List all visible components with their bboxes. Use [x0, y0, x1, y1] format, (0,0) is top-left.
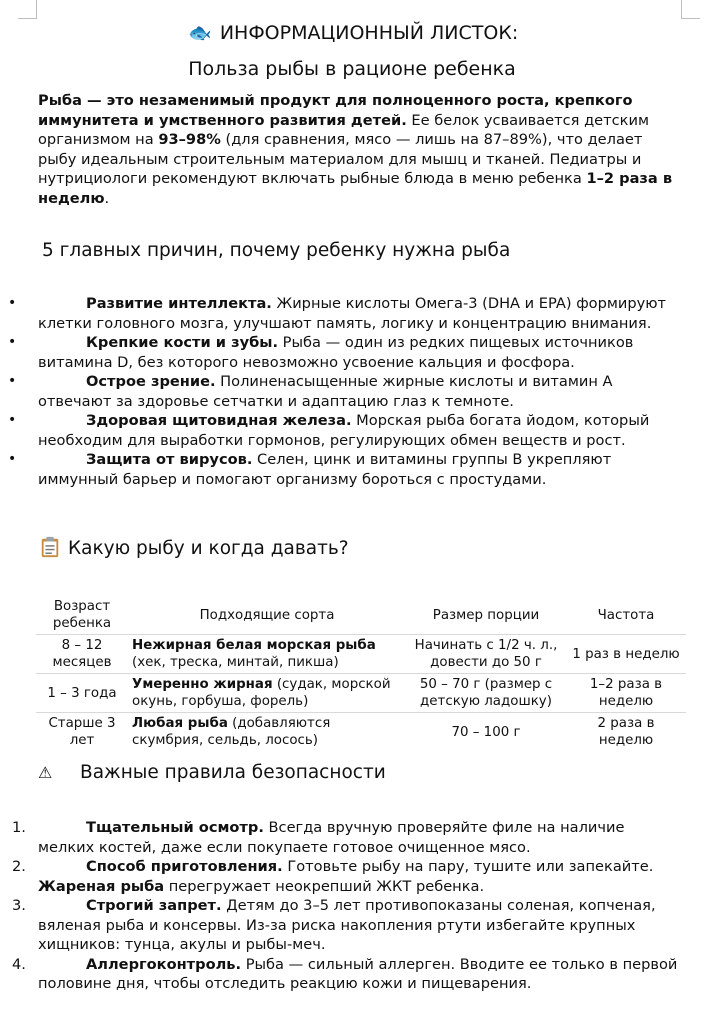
frequency-cell: 1 раз в неделю — [566, 635, 686, 674]
rule-text-extra: перегружает неокрепший ЖКТ ребенка. — [164, 877, 485, 895]
reason-text: Жирные кислоты Омега-3 (DHA и EPA) формируют клетки головного мозга, улучшают память, логику и концентрацию внимания. — [38, 295, 667, 332]
table-row — [36, 635, 686, 674]
rule-text: Всегда вручную проверяйте филе на наличие мелких костей, даже если покупаете готовое очищенное мясо. — [38, 819, 625, 856]
table-row — [36, 713, 686, 752]
bullet-icon: • — [8, 295, 17, 311]
rule-title: Способ приготовления. — [86, 858, 283, 875]
reason-text: Рыба — один из редких пищевых источников витамина D, без которого невозможно усвоение кальция и фосфора. — [38, 334, 634, 371]
rule-number: 1. — [12, 819, 26, 836]
frequency-cell: 2 раза в неделю — [566, 713, 686, 752]
list-item — [0, 294, 700, 333]
type-text: (судак, морской окунь, горбуша, форель) — [132, 677, 391, 709]
list-item — [0, 333, 700, 372]
reason-title: Защита от вирусов. — [86, 451, 253, 468]
page-title-text: ИНФОРМАЦИОННЫЙ ЛИСТОК: — [219, 22, 519, 44]
age-cell: 1 – 3 года — [36, 674, 128, 713]
intro-bold-3: 1–2 раза в неделю — [38, 170, 673, 207]
rule-number: 2. — [12, 858, 26, 875]
type-bold: Умеренно жирная — [132, 677, 273, 692]
col-frequency-header: Частота — [597, 607, 655, 623]
fish-icon: 🐟 — [187, 22, 212, 44]
feeding-heading — [38, 536, 349, 562]
feeding-table — [36, 596, 686, 751]
rule-title: Строгий запрет. — [86, 897, 222, 914]
col-type-header: Подходящие сорта — [199, 607, 335, 623]
bullet-icon: • — [8, 373, 17, 389]
portion-cell: 70 – 100 г — [406, 713, 566, 752]
reasons-heading: 5 главных причин, почему ребенку нужна рыба — [42, 240, 511, 261]
intro-paragraph — [38, 91, 678, 208]
safety-rules-list — [0, 818, 700, 994]
warning-icon: ⚠ — [38, 763, 53, 782]
type-bold: Нежирная белая морская рыба — [132, 638, 376, 653]
type-cell — [128, 713, 406, 752]
bullet-icon: • — [8, 451, 17, 467]
list-item — [0, 818, 700, 857]
portion-cell: 50 – 70 г (размер с детскую ладошку) — [406, 674, 566, 713]
feeding-heading-text: Какую рыбу и когда давать? — [68, 538, 349, 559]
list-item — [0, 857, 700, 896]
rule-bold-extra: Жареная рыба — [38, 877, 165, 895]
bullet-icon: • — [8, 412, 17, 428]
page-subtitle: Польза рыбы в рационе ребенка — [188, 58, 516, 80]
safety-heading-text: Важные правила безопасности — [80, 762, 386, 783]
bullet-icon: • — [8, 334, 17, 350]
page-corner-mark-left — [18, 0, 37, 19]
rule-text: Готовьте рыбу на пару, тушите или запекайте. — [282, 858, 654, 875]
intro-text-2: (для сравнения, мясо — лишь на 87–89%), что делает рыбу идеальным строительным материалом для мышц и тканей. Педиатры и нутрициологи рекомендуют включать рыбные блюда в меню ребенка — [38, 131, 643, 187]
table-header-row — [36, 596, 686, 635]
rule-title: Аллергоконтроль. — [86, 955, 242, 973]
reason-title: Развитие интеллекта. — [86, 295, 272, 312]
reasons-list — [0, 294, 700, 489]
type-cell — [128, 635, 406, 674]
list-item — [0, 372, 700, 411]
type-text: (хек, треска, минтай, пикша) — [132, 655, 339, 670]
rule-title: Тщательный осмотр. — [86, 819, 264, 836]
intro-bold-2: 93–98% — [158, 131, 221, 148]
age-cell: Старше 3 лет — [36, 713, 128, 752]
type-bold: Любая рыба — [132, 716, 228, 731]
type-cell — [128, 674, 406, 713]
age-cell: 8 – 12 месяцев — [36, 635, 128, 674]
col-portion-header: Размер порции — [432, 607, 540, 623]
intro-bold-1: Рыба — это незаменимый продукт для полноценного роста, крепкого иммунитета и умственного развития детей. — [38, 92, 633, 129]
list-item — [0, 896, 700, 955]
reason-text: Полиненасыщенные жирные кислоты и витамин А отвечают за здоровье сетчатки и адаптацию глаз к темноте. — [38, 373, 613, 410]
reason-title: Здоровая щитовидная железа. — [86, 412, 352, 429]
page-title — [0, 20, 704, 46]
table-row — [36, 674, 686, 713]
list-item — [0, 955, 700, 994]
intro-text-3: . — [104, 189, 110, 207]
list-item — [0, 411, 700, 450]
reason-title: Острое зрение. — [86, 373, 216, 390]
reason-text: Селен, цинк и витамины группы B укрепляют иммунный барьер и помогают организму бороться с простудами. — [38, 451, 612, 488]
portion-cell: Начинать с 1/2 ч. л., довести до 50 г — [406, 635, 566, 674]
col-age-header: Возраст ребенка — [52, 599, 112, 631]
rule-text: Рыба — сильный аллерген. Вводите ее только в первой половине дня, чтобы отследить реакцию кожи и пищеварения. — [38, 955, 678, 992]
rule-number: 4. — [12, 955, 26, 973]
list-item — [0, 450, 700, 489]
rule-text: Детям до 3–5 лет противопоказаны соленая, копченая, вяленая рыба и консервы. Из-за риска накопления ртути избегайте крупных хищников: тунца, акулы и рыбы-меч. — [38, 897, 656, 953]
reason-text: Морская рыба богата йодом, который необходим для выработки гормонов, регулирующих обмен веществ и рост. — [38, 412, 650, 449]
clipboard-icon — [38, 536, 62, 558]
intro-text-1: Ее белок усваивается детским организмом на — [38, 111, 649, 148]
type-text: (добавляются скумбрия, сельдь, лосось) — [132, 716, 331, 748]
rule-number: 3. — [12, 897, 26, 914]
reason-title: Крепкие кости и зубы. — [86, 334, 279, 351]
page-corner-mark-right — [681, 0, 700, 19]
safety-heading — [38, 760, 386, 786]
frequency-cell: 1–2 раза в неделю — [566, 674, 686, 713]
